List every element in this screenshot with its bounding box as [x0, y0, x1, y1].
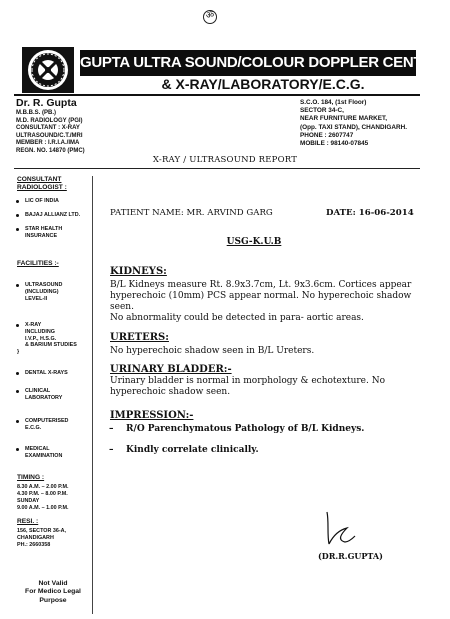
report-date: DATE: 16-06-2014: [326, 208, 414, 218]
signature-name: (DR.R.GUPTA): [318, 551, 383, 561]
patient-name: PATIENT NAME: MR. ARVIND GARG: [110, 208, 273, 218]
para-aortic-findings: No abnormality could be detected in para- aortic areas.: [110, 313, 364, 323]
centre-logo: [20, 45, 76, 95]
bladder-findings: Urinary bladder is normal in morphology & echotexture. No hyperechoic shadow seen.: [110, 376, 386, 397]
facility-xray: X-RAY INCLUDING I.V.P., H.S.G. & BARIUM STUDIES }: [17, 322, 77, 356]
bullet-icon: [16, 324, 19, 327]
bullet-icon: [16, 200, 19, 203]
residence-lines: 156, SECTOR 36-A, CHANDIGARH PH.: 2660358: [17, 528, 67, 548]
impression-item: – Kindly correlate clinically.: [109, 445, 259, 455]
timing-heading: TIMING :: [17, 474, 45, 481]
dash-icon: –: [109, 445, 127, 455]
kidneys-heading: KIDNEYS:: [110, 266, 167, 277]
address-line: (Opp. TAXI STAND), CHANDIGARH.: [300, 123, 407, 131]
address-line: NEAR FURNITURE MARKET,: [300, 115, 387, 123]
sidebar-item-star-health: STAR HEALTH INSURANCE: [17, 226, 62, 240]
centre-services: & X-RAY/LABORATORY/E.C.G.: [161, 76, 365, 92]
om-symbol: ॐ: [203, 10, 217, 24]
report-title: X-RAY / ULTRASOUND REPORT: [152, 155, 298, 165]
doctor-name: Dr. R. Gupta: [16, 97, 77, 109]
doctor-credential: CONSULTANT : X-RAY: [16, 125, 80, 132]
bullet-icon: [16, 448, 19, 451]
medico-legal-note: Not Valid For Medico Legal Purpose: [25, 580, 81, 604]
timing-lines: 8.30 A.M. – 2.00 P.M. 4.30 P.M. – 8.00 P.M. SUNDAY 9.00 A.M. – 1.00 P.M.: [17, 484, 69, 511]
dash-icon: –: [109, 424, 127, 434]
doctor-credential: REGN. NO. 14870 (PMC): [16, 147, 85, 154]
doctor-credential: M.D. RADIOLOGY (PGI): [16, 117, 83, 124]
study-title: USG-K.U.B: [226, 237, 282, 247]
bullet-icon: [16, 214, 19, 217]
bullet-icon: [16, 284, 19, 287]
doctor-credential: ULTRASOUND/C.T./MRI: [16, 132, 83, 139]
bladder-heading: URINARY BLADDER:-: [110, 364, 232, 375]
address-block: [300, 99, 407, 148]
doctor-credential: M.B.B.S. (PB.): [16, 110, 56, 116]
facility-ultrasound: ULTRASOUND (INCLUDING) LEVEL-II: [17, 282, 62, 302]
address-line: SECTOR 34-C,: [300, 107, 344, 115]
title-rule: [14, 168, 420, 169]
bullet-icon: [16, 420, 19, 423]
facility-ecg: COMPUTERISED E.C.G.: [17, 418, 68, 432]
residence-heading: RESI. :: [17, 518, 39, 525]
ureters-findings: No hyperechoic shadow seen in B/L Ureters.: [110, 346, 315, 356]
kidneys-findings: B/L Kidneys measure Rt. 8.9x3.7cm, Lt. 9x3.6cm. Cortices appear hyperechoic (10mm) PCS appear normal. No hyperechoic shadow seen.: [110, 280, 412, 312]
sidebar-item-lic: LIC OF INDIA: [17, 198, 59, 205]
bullet-icon: [16, 228, 19, 231]
mobile-line: MOBILE : 98140-07845: [300, 140, 369, 148]
bullet-icon: [16, 390, 19, 393]
impression-item: – R/O Parenchymatous Pathology of B/L Kidneys.: [109, 424, 365, 434]
consultant-heading: CONSULTANT RADIOLOGIST :: [17, 176, 67, 191]
doctor-credential: MEMBER : I.R.I.A./IMA: [16, 140, 80, 147]
impression-heading: IMPRESSION:-: [110, 410, 194, 421]
sidebar-item-bajaj: BAJAJ ALLIANZ LTD.: [17, 212, 80, 219]
address-line: S.C.O. 184, (1st Floor): [300, 99, 367, 106]
doctor-signature: [317, 508, 357, 548]
facility-dental-xray: DENTAL X-RAYS: [17, 370, 68, 377]
phone-line: PHONE : 2607747: [300, 131, 354, 139]
facility-clinical-lab: CLINICAL LABORATORY: [17, 388, 62, 402]
doctor-block: [16, 97, 85, 156]
facility-medical-exam: MEDICAL EXAMINATION: [17, 446, 62, 460]
bullet-icon: [16, 372, 19, 375]
facilities-heading: FACILITIES :-: [17, 260, 59, 267]
centre-name-banner: GUPTA ULTRA SOUND/COLOUR DOPPLER CENTRE: [80, 50, 416, 76]
header-rule: [14, 94, 420, 96]
ureters-heading: URETERS:: [110, 332, 169, 343]
